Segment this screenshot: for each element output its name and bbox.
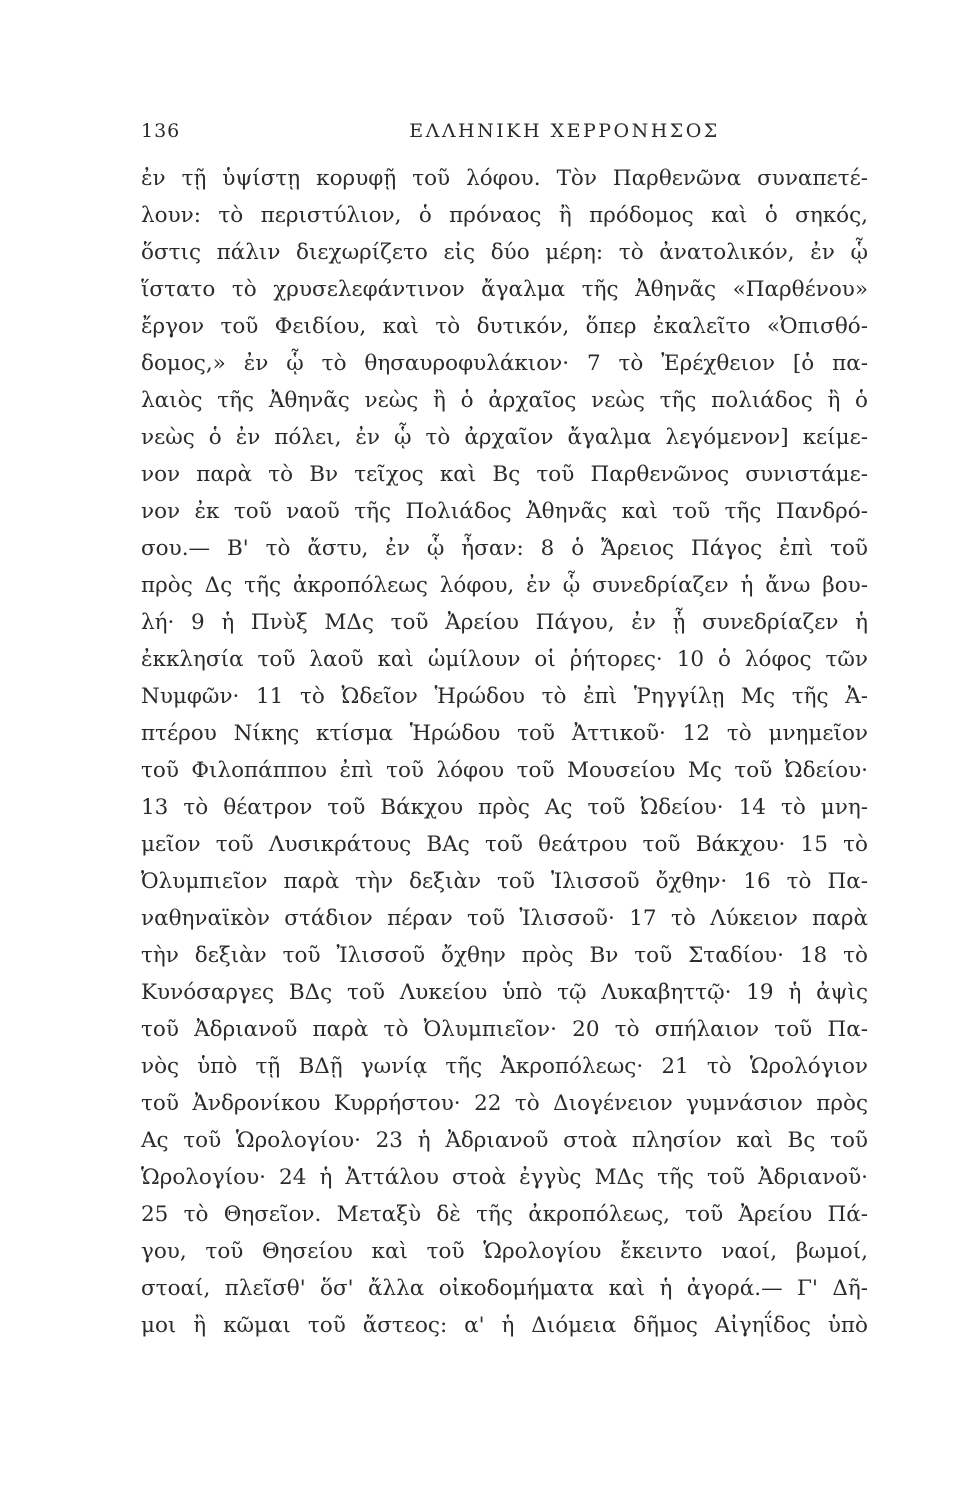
text-line: δομος,» ἐν ᾧ τὸ θησαυροφυλάκιον· 7 τὸ Ἐρέχθειον [ὁ πα- bbox=[141, 351, 868, 376]
text-line: Ὡρολογίου· 24 ἡ Ἀττάλου στοὰ ἐγγὺς ΜΔς τῆς τοῦ Ἀδριανοῦ· bbox=[141, 1165, 868, 1190]
text-line: λουν: τὸ περιστύλιον, ὁ πρόναος ἢ πρόδομος καὶ ὁ σηκός, bbox=[141, 203, 868, 228]
text-line: γου, τοῦ Θησείου καὶ τοῦ Ὡρολογίου ἔκειντο ναοί, βωμοί, bbox=[141, 1239, 868, 1264]
text-line: νεὼς ὁ ἐν πόλει, ἐν ᾧ τὸ ἀρχαῖον ἄγαλμα λεγόμενον] κείμε- bbox=[141, 425, 868, 450]
text-line: τὴν δεξιὰν τοῦ Ἰλισσοῦ ὄχθην πρὸς Βν τοῦ Σταδίου· 18 τὸ bbox=[141, 943, 868, 968]
text-line: ἐκκλησία τοῦ λαοῦ καὶ ὡμίλουν οἱ ῥήτορες· 10 ὁ λόφος τῶν bbox=[141, 647, 868, 672]
text-line: Κυνόσαργες ΒΔς τοῦ Λυκείου ὑπὸ τῷ Λυκαβηττῷ· 19 ἡ ἀψὶς bbox=[141, 980, 868, 1005]
page-number: 136 bbox=[141, 120, 181, 142]
text-line: Ας τοῦ Ὡρολογίου· 23 ἡ Ἀδριανοῦ στοὰ πλησίον καὶ Βς τοῦ bbox=[141, 1128, 868, 1153]
running-title: ΕΛΛΗΝΙΚΗ ΧΕΡΡΟΝΗΣΟΣ bbox=[409, 120, 720, 142]
text-line: ἔργον τοῦ Φειδίου, καὶ τὸ δυτικόν, ὅπερ ἐκαλεῖτο «Ὀπισθό- bbox=[141, 314, 868, 339]
text-line: Νυμφῶν· 11 τὸ Ὠδεῖον Ἡρώδου τὸ ἐπὶ Ῥηγγίλῃ Μς τῆς Ἀ- bbox=[141, 684, 868, 709]
running-head bbox=[141, 120, 868, 152]
text-line: ὅστις πάλιν διεχωρίζετο εἰς δύο μέρη: τὸ ἀνατολικόν, ἐν ᾧ bbox=[141, 240, 868, 265]
text-line: τοῦ Φιλοπάππου ἐπὶ τοῦ λόφου τοῦ Μουσείου Μς τοῦ Ὠδείου· bbox=[141, 758, 868, 783]
body-text bbox=[141, 160, 868, 1344]
text-line: νὸς ὑπὸ τῇ ΒΔῇ γωνίᾳ τῆς Ἀκροπόλεως· 21 τὸ Ὡρολόγιον bbox=[141, 1054, 868, 1079]
text-line: σου.— Β' τὸ ἄστυ, ἐν ᾧ ἦσαν: 8 ὁ Ἄρειος Πάγος ἐπὶ τοῦ bbox=[141, 536, 868, 561]
text-line: πτέρου Νίκης κτίσμα Ἡρώδου τοῦ Ἀττικοῦ· 12 τὸ μνημεῖον bbox=[141, 721, 868, 746]
text-line: νον ἐκ τοῦ ναοῦ τῆς Πολιάδος Ἀθηνᾶς καὶ τοῦ τῆς Πανδρό- bbox=[141, 499, 868, 524]
text-line: ἵστατο τὸ χρυσελεφάντινον ἄγαλμα τῆς Ἀθηνᾶς «Παρθένου» bbox=[141, 277, 868, 302]
text-line: Ὀλυμπιεῖον παρὰ τὴν δεξιὰν τοῦ Ἰλισσοῦ ὄχθην· 16 τὸ Πα- bbox=[141, 869, 868, 894]
text-line: ναθηναϊκὸν στάδιον πέραν τοῦ Ἰλισσοῦ· 17 τὸ Λύκειον παρὰ bbox=[141, 906, 868, 931]
text-line: μεῖον τοῦ Λυσικράτους ΒΑς τοῦ θεάτρου τοῦ Βάκχου· 15 τὸ bbox=[141, 832, 868, 857]
text-line: τοῦ Ἀνδρονίκου Κυρρήστου· 22 τὸ Διογένειον γυμνάσιον πρὸς bbox=[141, 1091, 868, 1116]
text-line: λαιὸς τῆς Ἀθηνᾶς νεὼς ἢ ὁ ἀρχαῖος νεὼς τῆς πολιάδος ἢ ὁ bbox=[141, 388, 868, 413]
text-line: νον παρὰ τὸ Βν τεῖχος καὶ Βς τοῦ Παρθενῶνος συνιστάμε- bbox=[141, 462, 868, 487]
text-line: τοῦ Ἀδριανοῦ παρὰ τὸ Ὀλυμπιεῖον· 20 τὸ σπήλαιον τοῦ Πα- bbox=[141, 1017, 868, 1042]
text-line: 25 τὸ Θησεῖον. Μεταξὺ δὲ τῆς ἀκροπόλεως, τοῦ Ἀρείου Πά- bbox=[141, 1202, 868, 1227]
text-line: στοαί, πλεῖσθ' ὅσ' ἄλλα οἰκοδομήματα καὶ ἡ ἀγορά.— Γ' Δῆ- bbox=[141, 1276, 868, 1301]
text-line: λή· 9 ἡ Πνὺξ ΜΔς τοῦ Ἀρείου Πάγου, ἐν ᾗ συνεδρίαζεν ἡ bbox=[141, 610, 868, 635]
text-line: 13 τὸ θέατρον τοῦ Βάκχου πρὸς Ας τοῦ Ὠδείου· 14 τὸ μνη- bbox=[141, 795, 868, 820]
text-line: μοι ἢ κῶμαι τοῦ ἄστεος: α' ἡ Διόμεια δῆμος Αἰγηΐδος ὑπὸ bbox=[141, 1313, 868, 1338]
text-line: ἐν τῇ ὑψίστῃ κορυφῇ τοῦ λόφου. Τὸν Παρθενῶνα συναπετέ- bbox=[141, 166, 868, 191]
text-line: πρὸς Δς τῆς ἀκροπόλεως λόφου, ἐν ᾧ συνεδρίαζεν ἡ ἄνω βου- bbox=[141, 573, 868, 598]
